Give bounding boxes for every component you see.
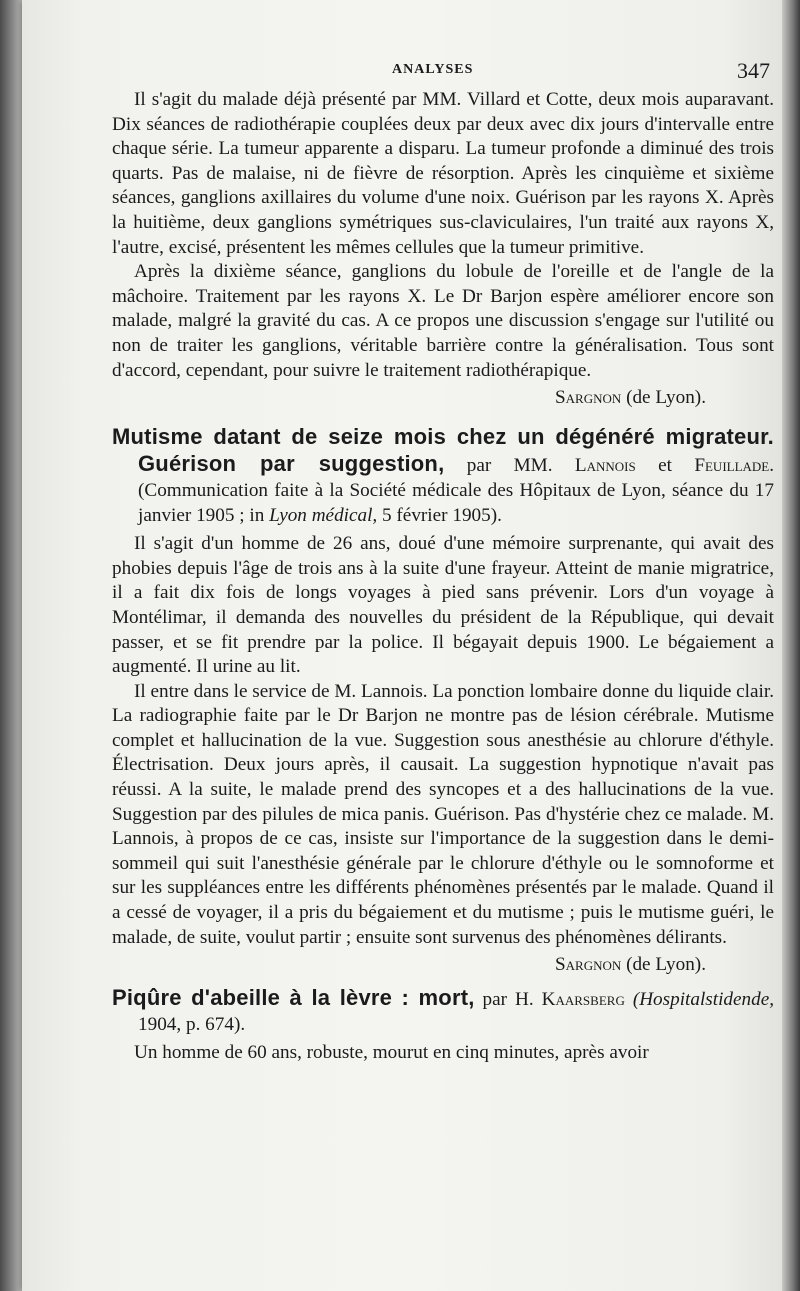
source-date: 5 février 1905). — [382, 505, 502, 527]
page-content — [112, 52, 774, 1066]
authors-prefix: par H. — [482, 989, 534, 1011]
page-number: 347 — [737, 58, 770, 83]
paragraph-treatment: Il entre dans le service de M. Lannois. La ponction lombaire donne du liquide clair. La radiographie faite par le Dr Barjon ne montre pas de lésion cérébrale. Mutisme complet et hallucination de la vue. Suggestion sous anesthésie au chlorure d'éthyle. Électrisation. Deux jours après, il causait. La suggestion hypnotique n'avait pas réussi. A la suite, le malade prend des syncopes et a des hallucinations de la vue. Suggestion par des pilules de mica panis. Guérison. Pas d'hystérie chez ce malade. M. Lannois, à propos de ce cas, insiste sur l'importance de la suggestion dans le demi-sommeil qui suit l'anesthésie générale par le chlorure d'éthyle ou le somnoforme et sur les suppléances entre les différents phénomènes présentés par le malade. Quand il a cessé de voyager, il a pris du bégaiement et du mutisme ; puis le mutisme guéri, le malade, de suite, voulut partir ; ensuite sont survenus des phénomènes délirants. — [112, 680, 774, 948]
running-head: ANALYSES — [392, 62, 474, 77]
author-name: Kaarsberg — [541, 989, 625, 1011]
signature-place: (de Lyon). — [626, 954, 706, 976]
journal-name: (Hospitalstidende, — [632, 989, 775, 1011]
scan-left-shadow — [0, 0, 22, 1291]
page-header — [112, 52, 774, 88]
article-title: Piqûre d'abeille à la lèvre : mort, — [112, 985, 475, 1011]
article-title: Mutisme datant de seize mois chez un dégénéré migrateur. Guérison par suggestion, — [112, 424, 774, 477]
signature-place: (de Lyon). — [626, 387, 706, 409]
author-name: Feuillade. — [694, 455, 775, 477]
authors-prefix: par MM. — [466, 455, 553, 477]
source-date: 1904, p. 674). — [138, 1014, 246, 1036]
paragraph-patient-history: Il s'agit d'un homme de 26 ans, doué d'une mémoire surprenante, qui avait des phobies depuis l'âge de trois ans à la suite d'une frayeur. Atteint de manie migratrice, il a fait dix fois de longs voyages à pied sans prévenir. Lors d'un voyage à Montélimar, il demanda des nouvelles du président de la République, qui devait passer, et se fit prendre par la police. Il bégayait depuis 1900. Le bégaiement a augmenté. Il urine au lit. — [112, 533, 774, 678]
paragraph-case-ganglions: Après la dixième séance, ganglions du lobule de l'oreille et de l'angle de la mâchoire. Traitement par les rayons X. Le Dr Barjon espère améliorer encore son malade, malgré la gravité du cas. A ce propos une discussion s'engage sur l'utilité ou non de traiter les ganglions, véritable barrière contre la généralisation. Tous sont d'accord, cependant, pour suivre le traitement radiothérapique. — [112, 261, 774, 381]
article-heading-mutisme — [112, 424, 774, 528]
scan-right-shadow — [782, 0, 800, 1291]
signature-name: Sargnon — [554, 954, 622, 976]
signature-sargnon-1 — [112, 385, 706, 410]
signature-sargnon-2 — [112, 952, 706, 977]
source-reference: (Communication faite à la Société médicale des Hôpitaux de Lyon, séance du 17 janvier 1905 ; in — [138, 480, 774, 527]
signature-name: Sargnon — [554, 387, 622, 409]
paragraph-bee-sting: Un homme de 60 ans, robuste, mourut en cinq minutes, après avoir — [134, 1042, 649, 1064]
book-page — [22, 0, 782, 1291]
author-name: Lannois — [574, 455, 636, 477]
article-heading-piqure — [112, 985, 774, 1037]
author-joiner: et — [658, 455, 672, 477]
paragraph-case-continuation: Il s'agit du malade déjà présenté par MM. Villard et Cotte, deux mois auparavant. Dix séances de radiothérapie couplées deux par deux avec dix jours d'intervalle entre chaque série. La tumeur apparente a disparu. La tumeur profonde a diminué des trois quarts. Pas de malaise, ni de fièvre de résorption. Après les cinquième et sixième séances, ganglions axillaires du volume d'une noix. Guérison par les rayons X. Après la huitième, deux ganglions symétriques sus-claviculaires, l'un traité aux rayons X, l'autre, excisé, présentent les mêmes cellules que la tumeur primitive. — [112, 89, 774, 258]
journal-name: Lyon médical, — [269, 505, 378, 527]
